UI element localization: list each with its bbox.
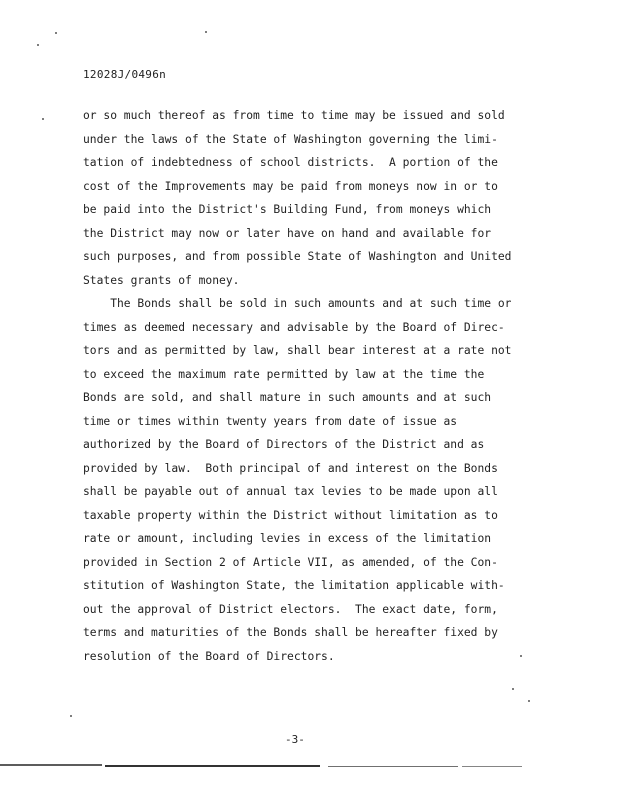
scan-speck <box>205 31 207 33</box>
text-line: shall be payable out of annual tax levies to be made upon all <box>83 485 498 498</box>
text-line: resolution of the Board of Directors. <box>83 649 335 663</box>
text-line: times as deemed necessary and advisable by the Board of Direc- <box>83 320 505 334</box>
scan-speck <box>520 655 522 657</box>
text-line: terms and maturities of the Bonds shall be hereafter fixed by <box>83 626 498 639</box>
text-line: be paid into the District's Building Fund, from moneys which <box>83 203 492 216</box>
text-line: the District may now or later have on hand and available for <box>83 226 492 240</box>
text-line: out the approval of District electors. The exact date, form, <box>83 602 498 616</box>
text-line: tation of indebtedness of school districts. A portion of the <box>83 156 498 169</box>
text-line: stitution of Washington State, the limitation applicable with- <box>83 579 505 592</box>
text-line: under the laws of the State of Washington governing the limi- <box>83 132 498 146</box>
scan-speck <box>70 715 72 717</box>
text-line: cost of the Improvements may be paid from moneys now in or to <box>83 179 498 193</box>
scan-speck <box>55 32 57 34</box>
scan-edge-line <box>462 766 522 767</box>
text-line: provided in Section 2 of Article VII, as amended, of the Con- <box>83 555 498 569</box>
scan-speck <box>42 118 44 120</box>
text-line: authorized by the Board of Directors of the District and as <box>83 438 485 451</box>
scan-edge-line <box>0 764 102 766</box>
scan-edge-line <box>105 765 320 767</box>
text-line: The Bonds shall be sold in such amounts and at such time or <box>83 297 512 310</box>
scan-edge-line <box>328 766 458 767</box>
document-id: 12028J/0496n <box>83 68 167 81</box>
text-line: such purposes, and from possible State of Washington and United <box>83 250 512 263</box>
text-line: provided by law. Both principal of and interest on the Bonds <box>83 461 498 475</box>
scan-speck <box>512 688 514 690</box>
text-line: time or times within twenty years from date of issue as <box>83 414 458 428</box>
text-line: taxable property within the District without limitation as to <box>83 508 498 522</box>
page-number: -3- <box>285 733 305 746</box>
text-line: or so much thereof as from time to time may be issued and sold <box>83 109 505 122</box>
body-text <box>83 104 543 668</box>
scan-speck <box>528 700 530 702</box>
text-line: to exceed the maximum rate permitted by law at the time the <box>83 367 485 381</box>
text-line: rate or amount, including levies in excess of the limitation <box>83 532 492 545</box>
text-line: Bonds are sold, and shall mature in such amounts and at such <box>83 391 492 404</box>
scan-speck <box>37 44 39 46</box>
text-line: tors and as permitted by law, shall bear interest at a rate not <box>83 344 512 357</box>
text-line: States grants of money. <box>83 273 240 287</box>
